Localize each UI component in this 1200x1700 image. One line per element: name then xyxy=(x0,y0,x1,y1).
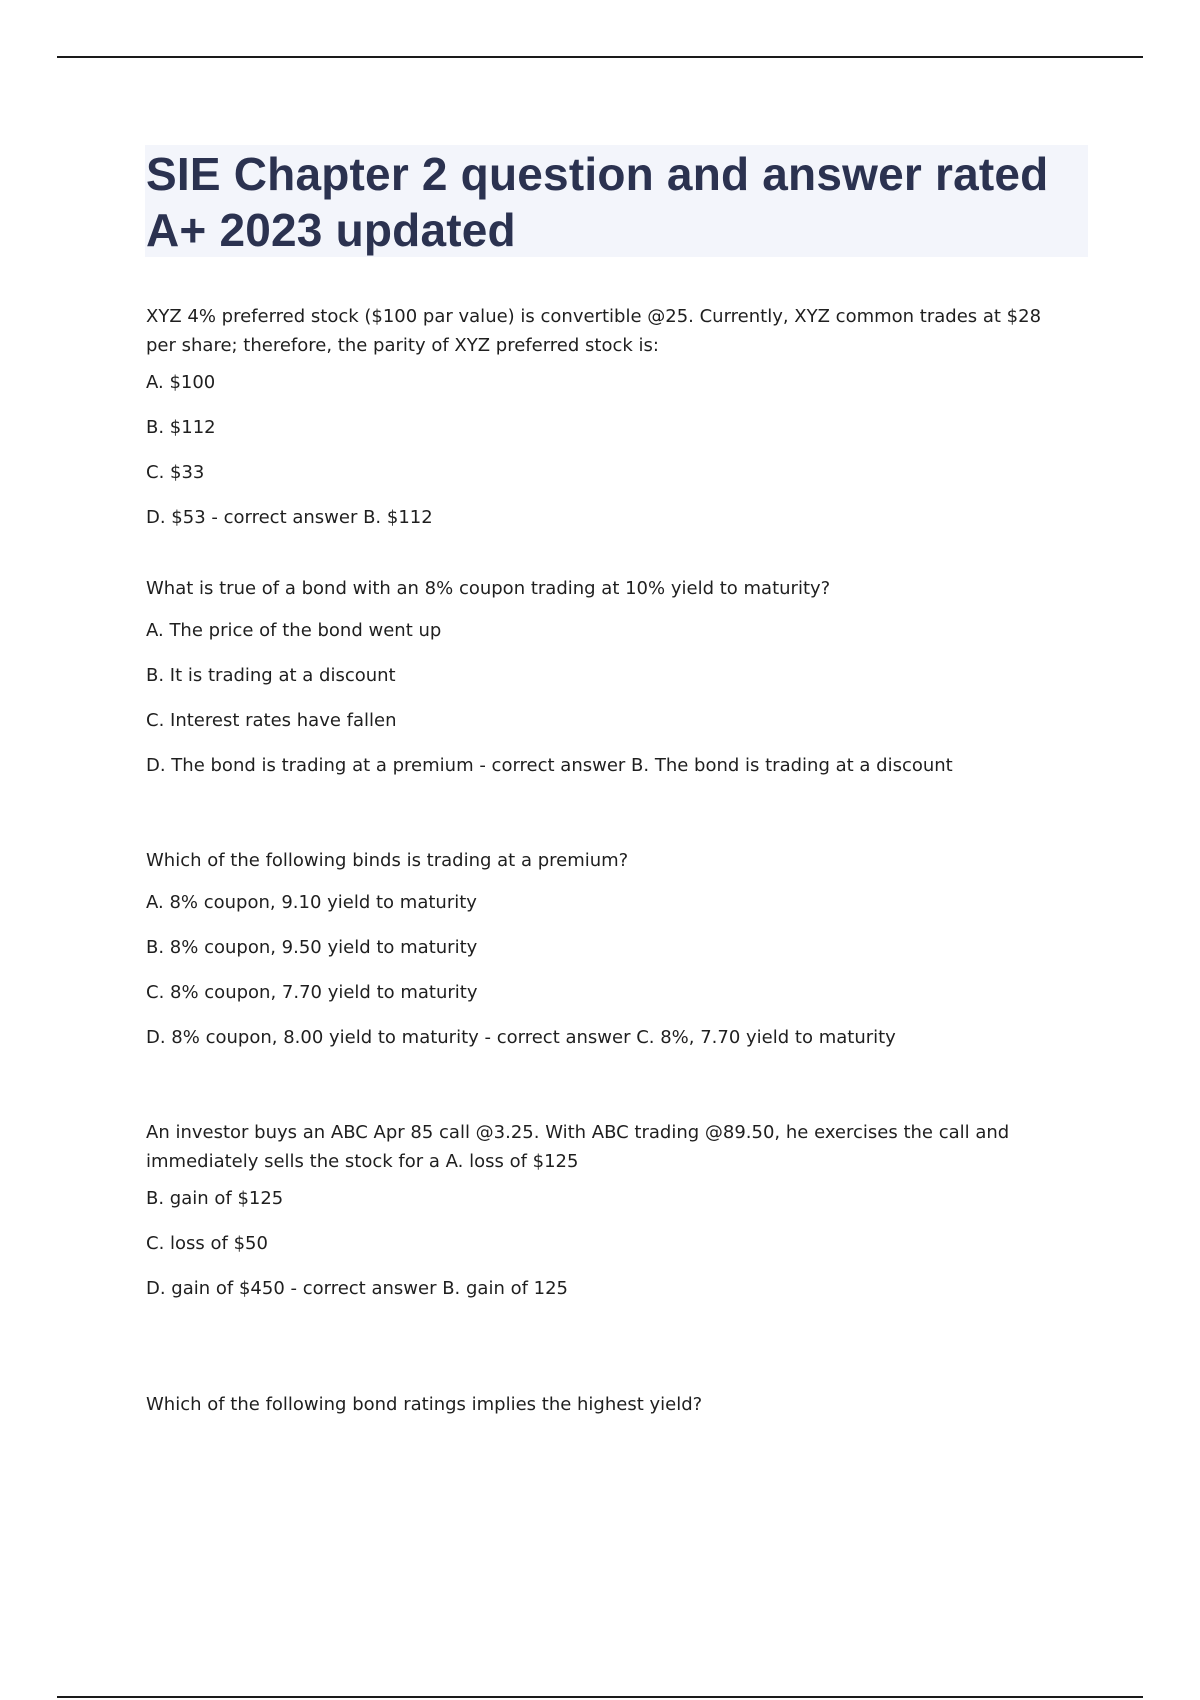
question-block xyxy=(146,1390,1076,1662)
answer-option: D. gain of $450 - correct answer B. gain of 125 xyxy=(146,1278,568,1299)
question-list xyxy=(146,302,1076,1662)
page-bottom-rule xyxy=(57,1696,1143,1698)
question-block xyxy=(146,1118,1076,1390)
answer-option: B. gain of $125 xyxy=(146,1188,284,1209)
page-top-rule xyxy=(57,56,1143,58)
answer-option: B. It is trading at a discount xyxy=(146,665,396,686)
answer-option: C. Interest rates have fallen xyxy=(146,710,397,731)
answer-option: C. $33 xyxy=(146,462,205,483)
answer-option: A. $100 xyxy=(146,372,216,393)
answer-option: C. 8% coupon, 7.70 yield to maturity xyxy=(146,982,478,1003)
answer-option: D. $53 - correct answer B. $112 xyxy=(146,507,433,528)
question-text: Which of the following bond ratings implies the highest yield? xyxy=(146,1394,703,1415)
question-text: XYZ 4% preferred stock ($100 par value) is convertible @25. Currently, XYZ common trades at $28 per share; therefore, the parity of XYZ preferred stock is: xyxy=(146,306,1042,356)
answer-option: B. $112 xyxy=(146,417,216,438)
answer-option: A. The price of the bond went up xyxy=(146,620,442,641)
question-text: An investor buys an ABC Apr 85 call @3.25. With ABC trading @89.50, he exercises the call and immediately sells the stock for a A. loss of $125 xyxy=(146,1122,1010,1172)
answer-option: A. 8% coupon, 9.10 yield to maturity xyxy=(146,892,477,913)
question-text: Which of the following binds is trading at a premium? xyxy=(146,850,629,871)
answer-option: D. 8% coupon, 8.00 yield to maturity - correct answer C. 8%, 7.70 yield to maturity xyxy=(146,1027,896,1048)
question-block xyxy=(146,846,1076,1118)
document-title: SIE Chapter 2 question and answer rated A+ 2023 updated xyxy=(146,148,1049,256)
question-block xyxy=(146,574,1076,846)
answer-option: D. The bond is trading at a premium - correct answer B. The bond is trading at a discount xyxy=(146,755,953,776)
answer-option: B. 8% coupon, 9.50 yield to maturity xyxy=(146,937,478,958)
answer-option: C. loss of $50 xyxy=(146,1233,268,1254)
question-text: What is true of a bond with an 8% coupon trading at 10% yield to maturity? xyxy=(146,578,831,599)
question-block xyxy=(146,302,1076,574)
